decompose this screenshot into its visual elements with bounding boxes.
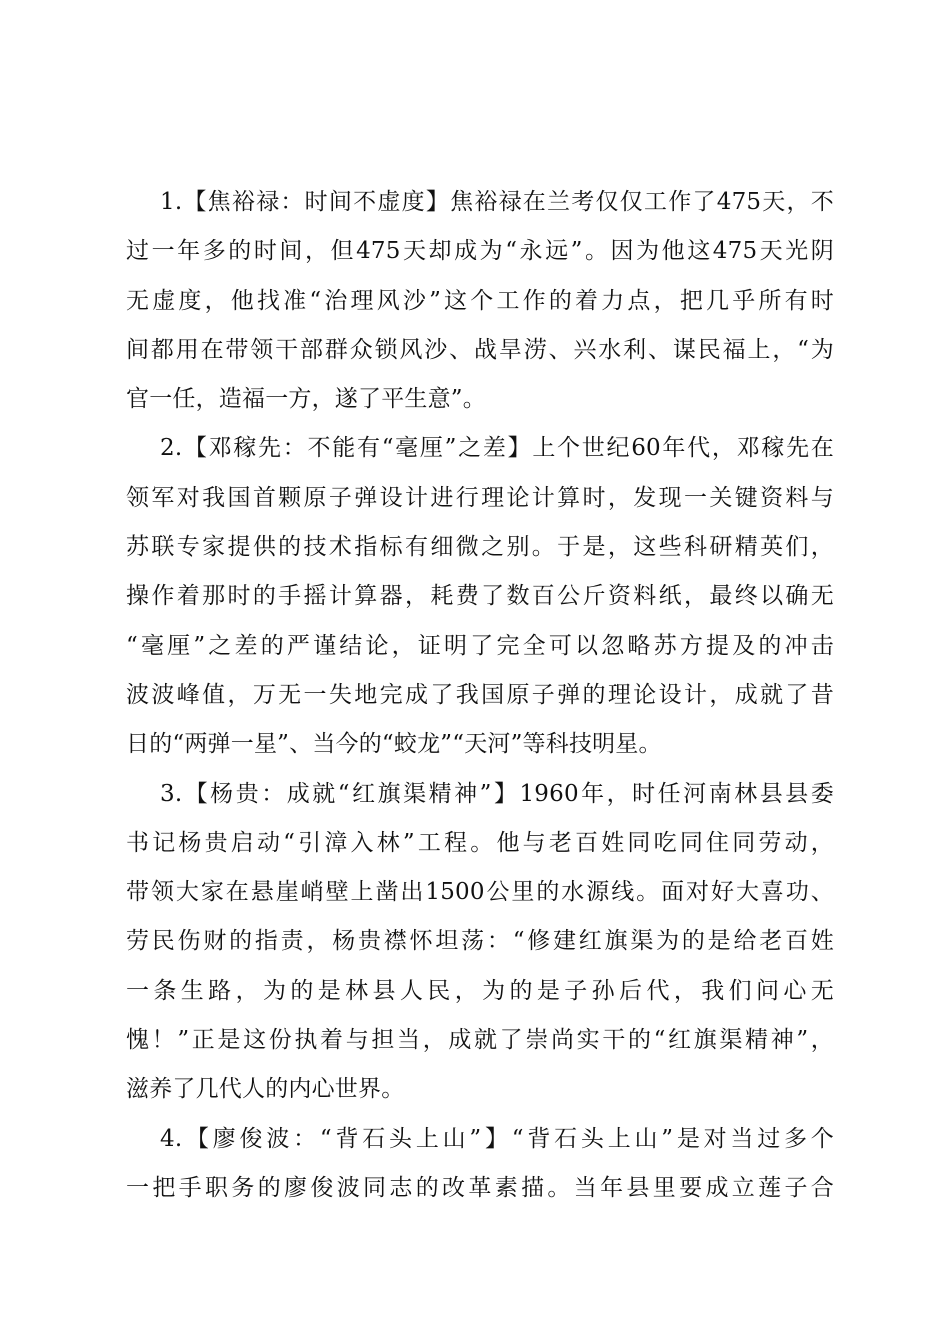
text-line: 滋养了几代人的内心世界。 [126,1076,405,1103]
text-line: 官一任，造福一方，遂了平生意”。 [126,386,486,413]
text-line: 3.【杨贵：成就“红旗渠精神”】1960年，时任河南林县县委 [160,780,834,807]
paragraph-deng-jiaxian [126,424,834,769]
text-line: 一条生路，为的是林县人民，为的是子孙后代，我们问心无 [126,977,834,1004]
text-line: 领军对我国首颗原子弹设计进行理论计算时，发现一关键资料与 [126,484,834,511]
text-line: 过一年多的时间，但475天却成为“永远”。因为他这475天光阴 [126,238,834,265]
text-line: 一把手职务的廖俊波同志的改革素描。当年县里要成立莲子合 [126,1174,834,1201]
text-line: 操作着那时的手摇计算器，耗费了数百公斤资料纸，最终以确无 [126,583,834,610]
text-line: 4.【廖俊波：“背石头上山”】“背石头上山”是对当过多个 [160,1125,834,1152]
text-line: 波波峰值，万无一失地完成了我国原子弹的理论设计，成就了昔 [126,681,834,708]
document-body [126,178,834,1213]
text-line: 无虚度，他找准“治理风沙”这个工作的着力点，把几乎所有时 [126,287,834,314]
text-line: 带领大家在悬崖峭壁上凿出1500公里的水源线。面对好大喜功、 [126,879,834,906]
text-line: 劳民伤财的指责，杨贵襟怀坦荡：“修建红旗渠为的是给老百姓 [126,928,834,955]
text-line: 1.【焦裕禄：时间不虚度】焦裕禄在兰考仅仅工作了475天，不 [160,189,834,215]
paragraph-yang-gui [126,770,834,1115]
text-line: 日的“两弹一星”、当今的“蛟龙”“天河”等科技明星。 [126,731,662,758]
text-line: 苏联专家提供的技术指标有细微之别。于是，这些科研精英们， [126,534,834,561]
text-line: “毫厘”之差的严谨结论，证明了完全可以忽略苏方提及的冲击 [126,632,834,659]
text-line: 愧！”正是这份执着与担当，成就了崇尚实干的“红旗渠精神”， [126,1027,834,1054]
paragraph-liao-junbo [126,1115,834,1214]
paragraph-jiao-yulu [126,178,834,424]
text-line: 间都用在带领干部群众锁风沙、战旱涝、兴水利、谋民福上，“为 [126,336,834,363]
text-line: 2.【邓稼先：不能有“毫厘”之差】上个世纪60年代，邓稼先在 [160,435,834,462]
text-line: 书记杨贵启动“引漳入林”工程。他与老百姓同吃同住同劳动， [126,829,834,856]
